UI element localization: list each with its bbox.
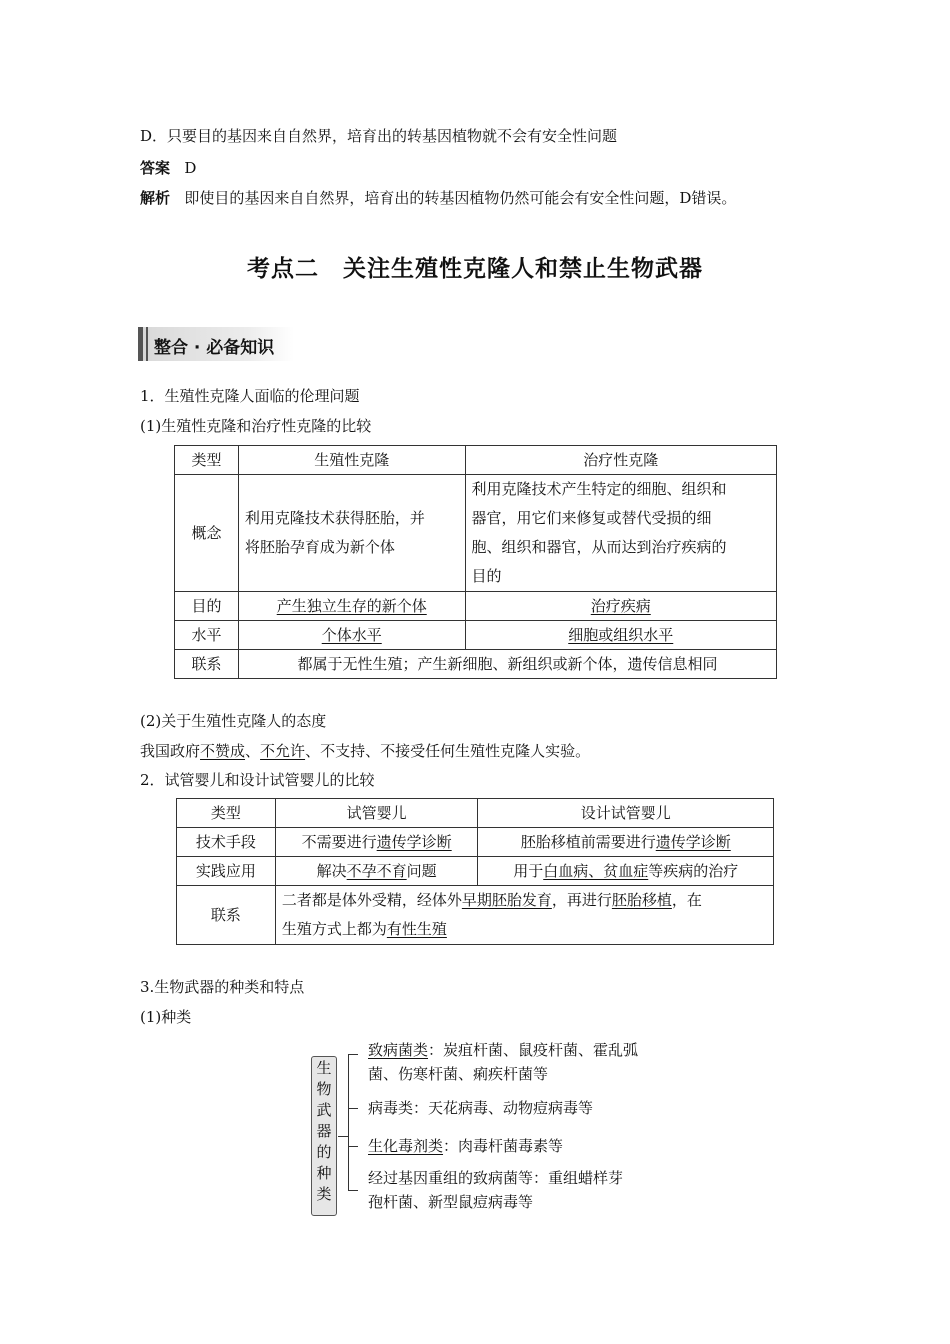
analysis-text: 即使目的基因来自自然界，培育出的转基因植物仍然可能会有安全性问题，D错误。 xyxy=(184,189,737,207)
table-row xyxy=(177,799,774,828)
heading-1: 1．生殖性克隆人面临的伦理问题 xyxy=(140,387,360,405)
row-label: 目的 xyxy=(175,592,239,621)
table-cell: 不需要进行遗传学诊断 xyxy=(275,828,478,857)
table-cell: 胚胎移植前需要进行遗传学诊断 xyxy=(478,828,774,857)
table-cell: 治疗疾病 xyxy=(465,592,776,621)
row-label: 技术手段 xyxy=(177,828,276,857)
analysis-line xyxy=(140,188,736,208)
answer-value: D xyxy=(184,159,197,177)
subheading-1-1: (1)生殖性克隆和治疗性克隆的比较 xyxy=(140,417,372,435)
table-header: 治疗性克隆 xyxy=(465,446,776,475)
heading-3: 3.生物武器的种类和特点 xyxy=(140,978,305,996)
attitude-text: 我国政府不赞成、不允许、不支持、不接受任何生殖性克隆人实验。 xyxy=(140,742,591,760)
table-row xyxy=(175,650,777,679)
knowledge-banner xyxy=(138,327,294,361)
diagram-item-virus: 病毒类：天花病毒、动物痘病毒等 xyxy=(368,1099,594,1117)
row-label: 联系 xyxy=(175,650,239,679)
row-label: 实践应用 xyxy=(177,857,276,886)
table-cell: 细胞或组织水平 xyxy=(465,621,776,650)
table-cell: 都属于无性生殖；产生新细胞、新组织或新个体，遗传信息相同 xyxy=(238,650,776,679)
table-row xyxy=(177,828,774,857)
row-label: 水平 xyxy=(175,621,239,650)
table-row xyxy=(177,886,774,945)
answer-label: 答案 xyxy=(140,159,171,177)
table-row xyxy=(175,475,777,592)
table-header: 试管婴儿 xyxy=(275,799,478,828)
table-row xyxy=(177,857,774,886)
banner-text: 整合 · 必备知识 xyxy=(154,338,275,358)
table-row xyxy=(175,592,777,621)
table-header: 设计试管婴儿 xyxy=(478,799,774,828)
table-cell: 二者都是体外受精，经体外早期胚胎发育，再进行胚胎移植，在 生殖方式上都为有性生殖 xyxy=(275,886,773,945)
ivf-comparison-table xyxy=(176,798,774,945)
table-header: 生殖性克隆 xyxy=(238,446,465,475)
answer-line xyxy=(140,158,196,178)
table-cell: 利用克隆技术产生特定的细胞、组织和 器官，用它们来修复或替代受损的细 胞、组织和器官，从而达到治疗疾病的 目的 xyxy=(465,475,776,592)
table-cell: 个体水平 xyxy=(238,621,465,650)
diagram-item-toxin: 生化毒剂类：肉毒杆菌毒素等 xyxy=(368,1137,564,1155)
row-label: 联系 xyxy=(177,886,276,945)
diagram-root-box: 生 物 武 器 的 种 类 xyxy=(311,1056,337,1216)
table-header: 类型 xyxy=(175,446,239,475)
table-cell: 利用克隆技术获得胚胎，并 将胚胎孕育成为新个体 xyxy=(238,475,465,592)
heading-2: 2．试管婴儿和设计试管婴儿的比较 xyxy=(140,771,375,789)
subheading-1-2: (2)关于生殖性克隆人的态度 xyxy=(140,712,327,730)
table-cell: 用于白血病、贫血症等疾病的治疗 xyxy=(478,857,774,886)
table-cell: 产生独立生存的新个体 xyxy=(238,592,465,621)
cloning-comparison-table xyxy=(174,445,777,679)
diagram-item-recombinant: 经过基因重组的致病菌等：重组蜡样芽 孢杆菌、新型鼠痘病毒等 xyxy=(368,1169,624,1211)
table-row xyxy=(175,621,777,650)
option-d: D．只要目的基因来自自然界，培育出的转基因植物就不会有安全性问题 xyxy=(140,127,618,145)
section-title: 考点二 关注生殖性克隆人和禁止生物武器 xyxy=(247,256,703,282)
bioweapon-types-diagram xyxy=(305,1036,665,1216)
subheading-3-1: (1)种类 xyxy=(140,1008,192,1026)
diagram-item-bacteria: 致病菌类：炭疽杆菌、鼠疫杆菌、霍乱弧 菌、伤寒杆菌、痢疾杆菌等 xyxy=(368,1041,639,1083)
table-header: 类型 xyxy=(177,799,276,828)
row-label: 概念 xyxy=(175,475,239,592)
table-row xyxy=(175,446,777,475)
analysis-label: 解析 xyxy=(140,189,171,207)
table-cell: 解决不孕不育问题 xyxy=(275,857,478,886)
